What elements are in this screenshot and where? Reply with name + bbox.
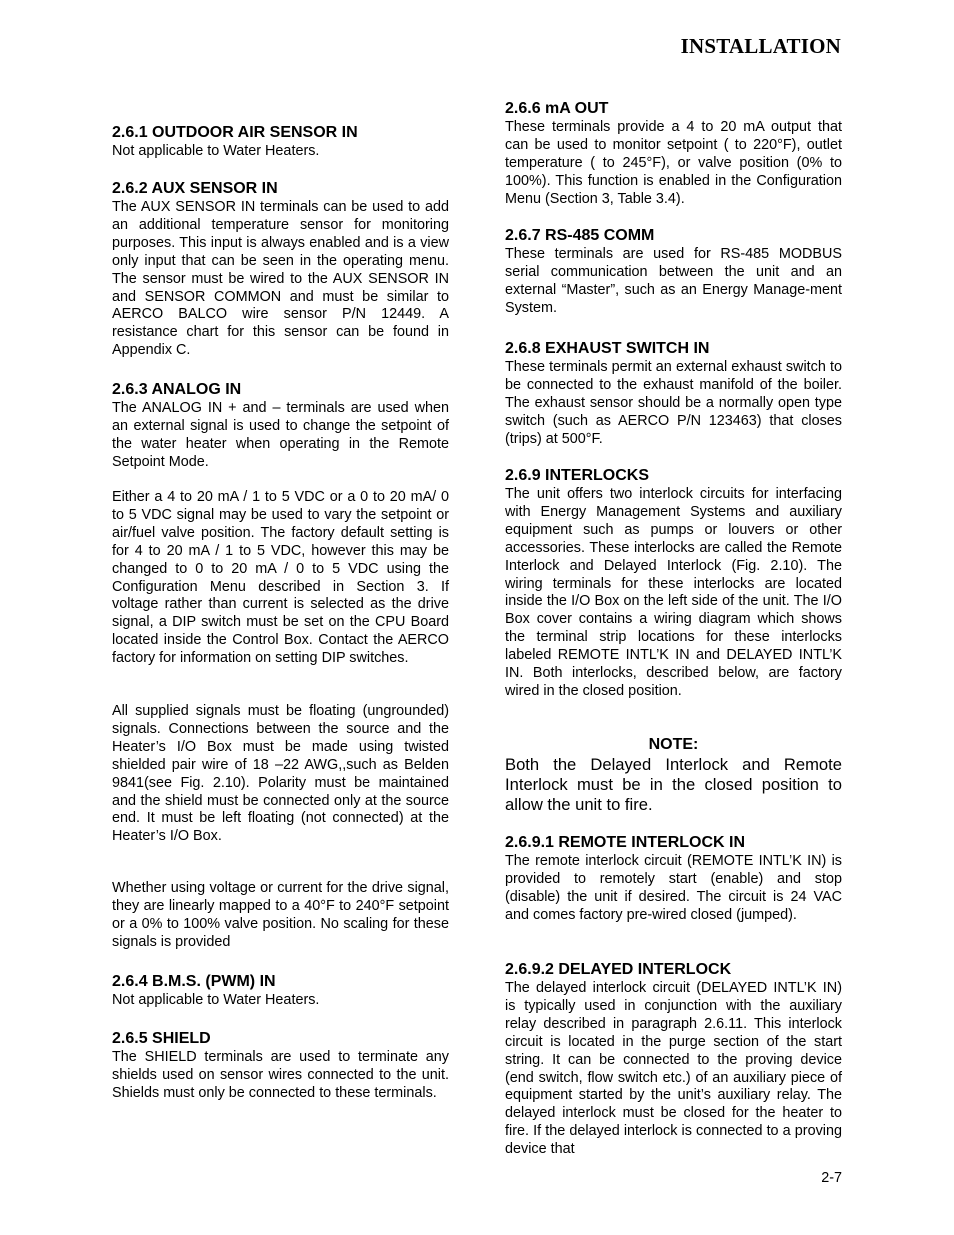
section-body: The AUX SENSOR IN terminals can be used to add an additional temperature sensor for monitoring purposes. This input is always enabled and is a view only input that can be seen in the operating menu. The sensor must be wired to the AUX SENSOR IN and SENSOR COMMON and must be similar to AERCO BALCO wire sensor P/N 12449. A resistance chart for this sensor can be found in Appendix C. (112, 199, 449, 359)
section-2-6-1 (112, 123, 449, 161)
section-body: The remote interlock circuit (REMOTE INTL’K IN) is provided to remotely start (enable) and stop (disable) the unit if desired. The circuit is 24 VAC and comes factory pre-wired closed (jumped). (505, 853, 842, 923)
section-heading: 2.6.8 EXHAUST SWITCH IN (505, 340, 710, 357)
section-2-6-8 (505, 339, 842, 449)
section-2-6-5 (112, 1029, 449, 1103)
page-header-title: INSTALLATION (680, 34, 841, 58)
section-heading: 2.6.1 OUTDOOR AIR SENSOR IN (112, 124, 358, 141)
section-2-6-3 (112, 380, 449, 472)
note-block (505, 735, 842, 815)
section-2-6-3-paragraph-2 (112, 489, 449, 668)
section-2-6-9-1 (505, 833, 842, 925)
section-heading: 2.6.3 ANALOG IN (112, 381, 242, 398)
section-heading: 2.6.9 INTERLOCKS (505, 467, 650, 484)
section-body: These terminals provide a 4 to 20 mA output that can be used to monitor setpoint ( to 220°F), outlet temperature ( to 245°F), or valve position (0% to 100%). This function is enabled in the Configuration Menu (Section 3, Table 3.4). (505, 119, 842, 207)
section-body: The unit offers two interlock circuits for interfacing with Energy Management Systems and auxiliary equipment such as pumps or louvers or other accessories. These interlocks are called the Remote Interlock and Delayed Interlock (Fig. 2.10). The wiring terminals for these interlocks are located inside the I/O Box on the left side of the unit. The I/O Box cover contains a wiring diagram which shows the terminal strip locations for these interlocks labeled REMOTE INTL’K IN and DELAYED INTL’K IN. Both interlocks, described below, are factory wired in the closed position. (505, 486, 842, 699)
section-body: The SHIELD terminals are used to terminate any shields used on sensor wires connected to the unit. Shields must only be connected to these terminals. (112, 1049, 449, 1101)
section-2-6-9 (505, 466, 842, 701)
section-2-6-3-paragraph-3 (112, 703, 449, 846)
section-heading: 2.6.5 SHIELD (112, 1030, 211, 1047)
section-body: Not applicable to Water Heaters. (112, 143, 320, 159)
note-body: Both the Delayed Interlock and Remote Interlock must be in the closed position to allow the unit to fire. (505, 755, 842, 814)
section-body: These terminals permit an external exhaust switch to be connected to the exhaust manifold of the boiler. The exhaust sensor should be a normally open type switch (such as AERCO P/N 123463) that closes (trips) at 500°F. (505, 359, 842, 447)
section-body: Not applicable to Water Heaters. (112, 992, 320, 1008)
section-heading: 2.6.2 AUX SENSOR IN (112, 180, 278, 197)
section-2-6-2 (112, 179, 449, 360)
section-body: These terminals are used for RS-485 MODBUS serial communication between the unit and an external “Master”, such as an Energy Manage-ment System. (505, 246, 842, 316)
section-2-6-4 (112, 972, 449, 1010)
section-body: The delayed interlock circuit (DELAYED INTL’K IN) is typically used in conjunction with the auxiliary relay described in paragraph 2.6.11. This interlock circuit is located in the purge section of the start string. It can be connected to the proving device (end switch, flow switch etc.) of an auxiliary piece of equipment started by the unit’s auxiliary relay. The delayed interlock must be closed for the heater to fire. If the delayed interlock is connected to a proving device that (505, 980, 842, 1158)
page-number: 2-7 (821, 1170, 842, 1186)
section-paragraph: All supplied signals must be floating (ungrounded) signals. Connections between the source and the Heater’s I/O Box must be made using twisted shielded pair wire of 18 –22 AWG,,such as Belden 9841(see Fig. 2.10). Polarity must be maintained and the shield must be connected only at the source end. It must be left floating (not connected) at the Heater’s I/O Box. (112, 703, 449, 845)
section-2-6-3-paragraph-4 (112, 880, 449, 952)
section-heading: 2.6.7 RS-485 COMM (505, 227, 655, 244)
section-heading: 2.6.4 B.M.S. (PWM) IN (112, 973, 276, 990)
section-2-6-6 (505, 99, 842, 209)
section-2-6-9-2 (505, 960, 842, 1159)
section-heading: 2.6.9.1 REMOTE INTERLOCK IN (505, 834, 746, 851)
section-heading: 2.6.9.2 DELAYED INTERLOCK (505, 961, 732, 978)
section-2-6-7 (505, 226, 842, 318)
section-paragraph: Whether using voltage or current for the drive signal, they are linearly mapped to a 40°F to 240°F setpoint or a 0% to 100% valve position. No scaling for these signals is provided (112, 880, 449, 950)
section-paragraph: Either a 4 to 20 mA / 1 to 5 VDC or a 0 to 20 mA/ 0 to 5 VDC signal may be used to vary the setpoint or air/fuel valve position. The factory default setting is for 4 to 20 mA / 1 to 5 VDC, however this may be changed to 0 to 20 mA / 0 to 5 VDC using the Configuration Menu described in Section 3. If voltage rather than current is selected as the drive signal, a DIP switch must be set on the CPU Board located inside the Control Box. Contact the AERCO factory for information on setting DIP switches. (112, 489, 449, 667)
section-heading: 2.6.6 mA OUT (505, 100, 609, 117)
section-paragraph: The ANALOG IN + and – terminals are used when an external signal is used to change the setpoint of the water heater when operating in the Remote Setpoint Mode. (112, 400, 449, 470)
note-heading: NOTE: (648, 736, 699, 753)
